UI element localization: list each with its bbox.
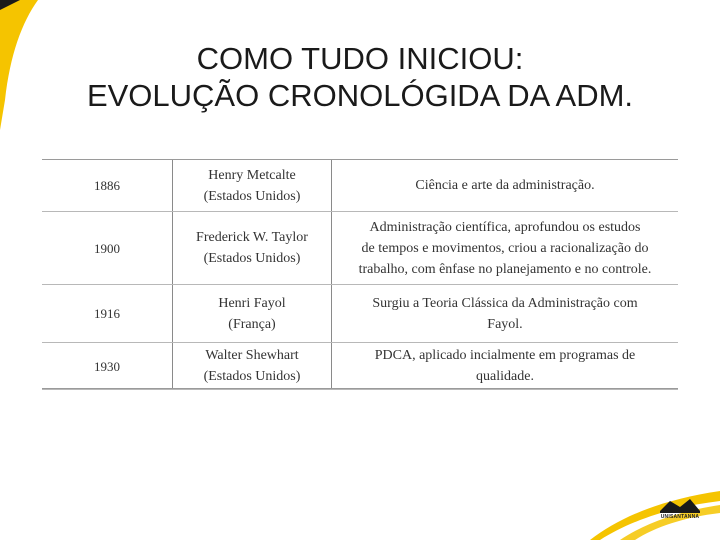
description-cell [332, 285, 679, 343]
person-name: Henri Fayol [218, 295, 286, 311]
person-name: Walter Shewhart [205, 348, 299, 363]
slide-title-line-1: COMO TUDO INICIOU: [196, 41, 524, 76]
year-cell: 1930 [42, 343, 173, 390]
description-line: Ciência e arte da administração. [415, 178, 595, 193]
table-top-rule [42, 159, 678, 160]
description-cell [332, 160, 679, 212]
description-line: PDCA, aplicado incialmente em programas de [374, 348, 636, 363]
person-country: (França) [228, 316, 276, 332]
person-country: (Estados Unidos) [203, 251, 301, 266]
person-cell [173, 343, 332, 390]
table-row [42, 343, 678, 390]
year-cell: 1900 [42, 212, 173, 285]
person-cell [173, 212, 332, 285]
description-line: Fayol. [487, 316, 523, 332]
table-row [42, 212, 678, 285]
person-name: Henry Metcalte [208, 167, 296, 183]
slide-title [0, 40, 720, 114]
person-country: (Estados Unidos) [203, 188, 301, 204]
slide-title-line-2: EVOLUÇÃO CRONOLÓGIDA DA ADM. [86, 78, 634, 113]
description-line: qualidade. [476, 369, 534, 384]
table-row [42, 160, 678, 212]
person-country: (Estados Unidos) [203, 369, 301, 384]
description-line: de tempos e movimentos, criou a racionalização do [361, 240, 649, 256]
year-cell: 1886 [42, 160, 173, 212]
brand-swoosh-logo [590, 455, 720, 540]
year-cell: 1916 [42, 285, 173, 343]
timeline-table-container [42, 159, 678, 389]
description-cell [332, 343, 679, 390]
brand-logo-text: UNISANTANNA [660, 514, 700, 520]
description-cell [332, 212, 679, 285]
person-cell [173, 285, 332, 343]
description-line: Administração científica, aprofundou os estudos [369, 219, 641, 235]
timeline-table [42, 159, 678, 390]
person-name: Frederick W. Taylor [196, 230, 308, 245]
table-row [42, 285, 678, 343]
table-bottom-rule [42, 388, 678, 389]
description-line: trabalho, com ênfase no planejamento e no controle. [358, 261, 652, 277]
person-cell [173, 160, 332, 212]
description-line: Surgiu a Teoria Clássica da Administração com [372, 295, 638, 311]
